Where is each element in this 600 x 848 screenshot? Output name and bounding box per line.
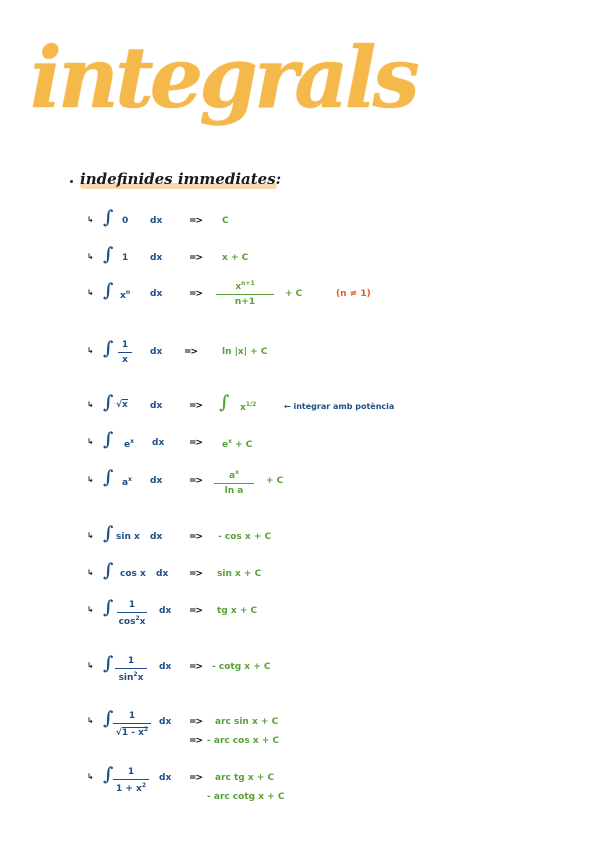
integrand: $a^x$ [122, 476, 132, 488]
implies-arrow: => [189, 253, 203, 263]
result-alt: - arc cos x + C [207, 736, 280, 746]
implies-arrow: => [189, 438, 203, 448]
bullet-arrow-icon: ↳ [87, 661, 94, 670]
bullet-arrow-icon: ↳ [87, 531, 94, 540]
result: C [222, 216, 229, 226]
result: ln |x| + C [222, 347, 268, 357]
formula-row [0, 708, 600, 754]
title-lettering [30, 28, 416, 168]
bullet-arrow-icon: ↳ [87, 215, 94, 224]
formula-row [0, 597, 600, 627]
integrand: cos x [120, 569, 146, 579]
formula-row [0, 764, 600, 810]
formula-row [0, 560, 600, 586]
implies-arrow: => [189, 773, 203, 783]
differential: dx [156, 569, 169, 579]
result-power: $x^{1/2}$ [240, 401, 257, 413]
bullet-arrow-icon: ↳ [87, 252, 94, 261]
formula-row [0, 653, 600, 683]
integral-sign: ∫ [103, 338, 114, 359]
differential: dx [150, 289, 163, 299]
bullet-arrow-icon: ↳ [87, 437, 94, 446]
differential: dx [150, 216, 163, 226]
implies-arrow: => [189, 401, 203, 411]
method-note: ← integrar amb potència [284, 402, 395, 411]
implies-arrow: => [189, 569, 203, 579]
integrand-fraction: 1 x [118, 340, 132, 365]
bullet-arrow-icon: ↳ [87, 400, 94, 409]
result-fraction: $x^{n+1}$ n+1 [216, 280, 274, 307]
integral-sign: ∫ [103, 467, 114, 488]
differential: dx [150, 253, 163, 263]
differential: dx [159, 662, 172, 672]
result: arc sin x + C [215, 717, 279, 727]
differential: dx [150, 532, 163, 542]
integrand-fraction: 1 $\cos^2x$ [118, 600, 146, 627]
formula-row [0, 523, 600, 549]
result: tg x + C [217, 606, 258, 616]
integrand: 1 [122, 253, 129, 263]
differential: dx [159, 606, 172, 616]
result: - cos x + C [218, 532, 272, 542]
result: x + C [222, 253, 249, 263]
integral-sign: ∫ [103, 392, 114, 413]
integrand-root: √x [116, 400, 128, 410]
result-tail: + C [266, 476, 284, 486]
integral-sign: ∫ [103, 280, 114, 301]
formula-row [0, 392, 600, 418]
result: $e^x + C$ [222, 438, 253, 450]
page-title: integrals [30, 28, 416, 127]
differential: dx [150, 476, 163, 486]
implies-arrow: => [189, 662, 203, 672]
section-heading: indefinides immediates: [80, 170, 282, 188]
integrand: sin x [116, 532, 140, 542]
implies-arrow: => [189, 289, 203, 299]
implies-arrow: => [184, 347, 198, 357]
formula-row [0, 280, 600, 307]
differential: dx [150, 401, 163, 411]
bullet-arrow-icon: ↳ [87, 716, 94, 725]
integral-sign: ∫ [103, 560, 114, 581]
implies-arrow: => [189, 717, 203, 727]
integrand-fraction: 1 $\sin^2x$ [115, 656, 147, 683]
formula-row [0, 429, 600, 455]
formula-row [0, 207, 600, 233]
result-tail: + C [285, 289, 303, 299]
result: arc tg x + C [215, 773, 275, 783]
result: sin x + C [217, 569, 262, 579]
implies-arrow: => [189, 476, 203, 486]
implies-arrow-2: => [189, 736, 203, 746]
result: - cotg x + C [212, 662, 271, 672]
integrand: $x^n$ [120, 289, 131, 301]
differential: dx [159, 773, 172, 783]
formula-row [0, 338, 600, 365]
integrand: $e^x$ [124, 438, 134, 450]
result-alt: - arc cotg x + C [207, 792, 285, 802]
result-fraction: $a^x$ ln a [214, 469, 254, 496]
implies-arrow: => [189, 606, 203, 616]
integral-sign: ∫ [103, 653, 114, 674]
implies-arrow: => [189, 216, 203, 226]
bullet-arrow-icon: ↳ [87, 346, 94, 355]
section-bullet [70, 180, 73, 183]
integral-sign: ∫ [103, 708, 114, 729]
integral-sign: ∫ [103, 764, 114, 785]
implies-arrow: => [189, 532, 203, 542]
result-integral-sign: ∫ [219, 392, 230, 413]
bullet-arrow-icon: ↳ [87, 772, 94, 781]
bullet-arrow-icon: ↳ [87, 568, 94, 577]
differential: dx [159, 717, 172, 727]
integral-sign: ∫ [103, 523, 114, 544]
condition-note: (n ≠ 1) [336, 289, 371, 299]
integrand-fraction: 1 $√1 - x^2$ [113, 711, 151, 738]
integrand: 0 [122, 216, 129, 226]
integral-sign: ∫ [103, 207, 114, 228]
bullet-arrow-icon: ↳ [87, 288, 94, 297]
bullet-arrow-icon: ↳ [87, 605, 94, 614]
differential: dx [152, 438, 165, 448]
bullet-arrow-icon: ↳ [87, 475, 94, 484]
integral-sign: ∫ [103, 597, 114, 618]
formula-row [0, 467, 600, 496]
section-heading-text: indefinides immediates [80, 170, 276, 188]
integral-sign: ∫ [103, 244, 114, 265]
integrand-fraction: 1 $1 + x^2$ [113, 767, 149, 794]
formula-row [0, 244, 600, 270]
integral-sign: ∫ [103, 429, 114, 450]
differential: dx [150, 347, 163, 357]
